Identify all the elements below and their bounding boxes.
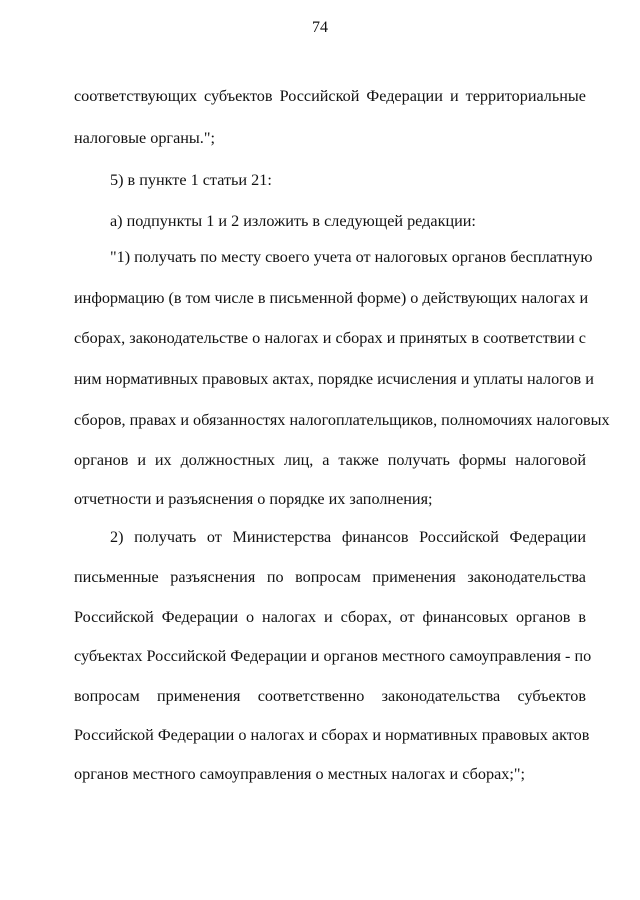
text-line: Российской Федерации о налогах и сборах, от финансовых органов в bbox=[74, 608, 586, 626]
text-line: сборах, законодательстве о налогах и сборах и принятых в соответствии с bbox=[74, 329, 586, 347]
text-line: информацию (в том числе в письменной форме) о действующих налогах и bbox=[74, 289, 589, 307]
text-line: письменные разъяснения по вопросам применения законодательства bbox=[74, 568, 586, 586]
text-line: субъектах Российской Федерации и органов местного самоуправления - по bbox=[74, 647, 592, 665]
text-line: органов и их должностных лиц, а также получать формы налоговой bbox=[74, 451, 586, 469]
text-line: соответствующих субъектов Российской Федерации и территориальные bbox=[74, 87, 586, 105]
text-line: органов местного самоуправления о местных налогах и сборах;"; bbox=[74, 765, 525, 783]
text-line: вопросам применения соответственно законодательства субъектов bbox=[74, 687, 586, 705]
text-line: "1) получать по месту своего учета от налоговых органов бесплатную bbox=[110, 248, 593, 266]
text-line: отчетности и разъяснения о порядке их заполнения; bbox=[74, 490, 433, 508]
text-line: 5) в пункте 1 статьи 21: bbox=[110, 171, 272, 189]
text-line: 2) получать от Министерства финансов Российской Федерации bbox=[110, 528, 586, 546]
text-line: а) подпункты 1 и 2 изложить в следующей редакции: bbox=[110, 212, 476, 230]
text-line: ним нормативных правовых актах, порядке исчисления и уплаты налогов и bbox=[74, 370, 594, 388]
text-line: Российской Федерации о налогах и сборах и нормативных правовых актов bbox=[74, 726, 590, 744]
text-line: налоговые органы."; bbox=[74, 129, 215, 147]
text-line: сборов, правах и обязанностях налогоплательщиков, полномочиях налоговых bbox=[74, 411, 610, 429]
page-number: 74 bbox=[312, 19, 328, 36]
